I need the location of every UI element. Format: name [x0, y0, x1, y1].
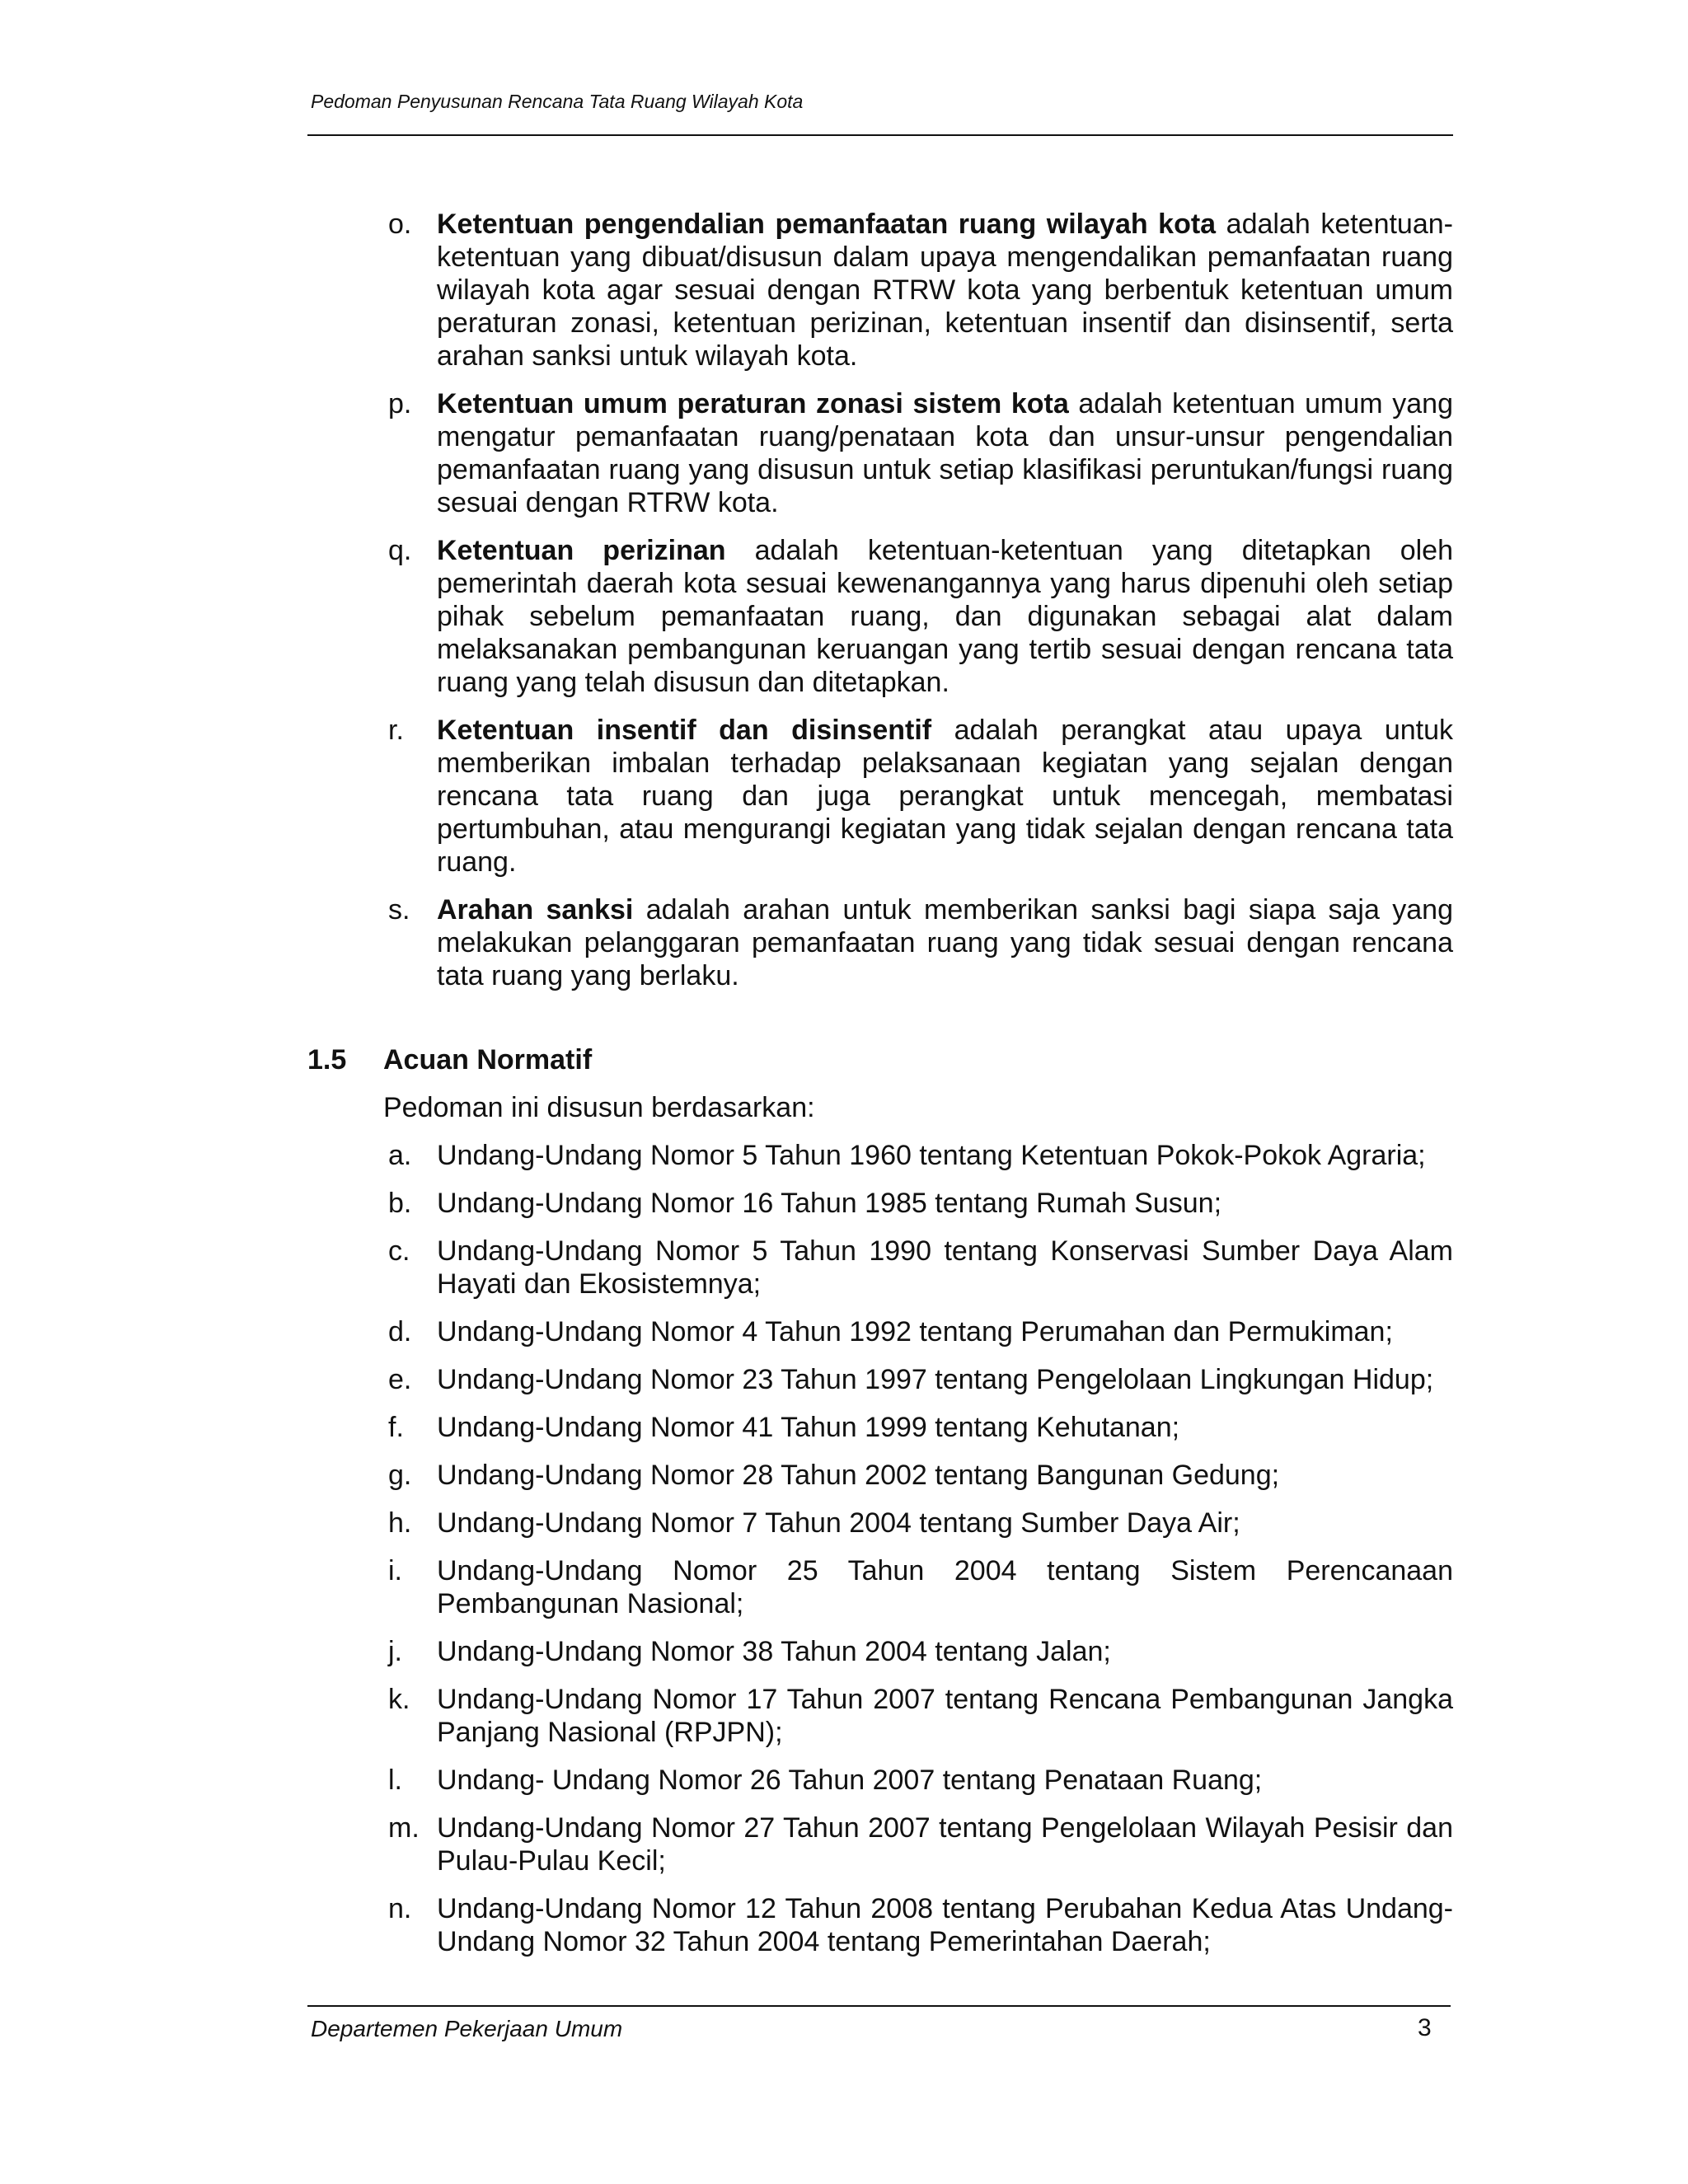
list-marker: i.: [388, 1555, 402, 1586]
reference-item: [307, 1811, 1453, 1877]
section-heading: [307, 1043, 1453, 1076]
page-number: 3: [1418, 2014, 1432, 2041]
reference-item: [307, 1764, 1453, 1797]
list-marker: h.: [388, 1507, 412, 1539]
reference-text: Undang-Undang Nomor 5 Tahun 1990 tentang Konservasi Sumber Daya Alam Hayati dan Ekosistemnya;: [437, 1235, 1453, 1300]
footer-divider: [307, 2005, 1451, 2007]
reference-text: Undang-Undang Nomor 27 Tahun 2007 tentang Pengelolaan Wilayah Pesisir dan Pulau-Pulau Kecil;: [437, 1812, 1453, 1877]
list-marker: j.: [388, 1636, 402, 1667]
reference-text: Undang-Undang Nomor 28 Tahun 2002 tentang Bangunan Gedung;: [437, 1460, 1280, 1491]
definition-text: adalah ketentuan umum yang mengatur pemanfaatan ruang/penataan kota dan unsur-unsur pengendalian pemanfaatan ruang yang disusun untuk setiap klasifikasi peruntukan/fungsi ruang sesuai dengan RTRW kota.: [437, 388, 1453, 518]
list-marker: k.: [388, 1684, 410, 1715]
reference-item: [307, 1139, 1453, 1172]
reference-item: [307, 1363, 1453, 1396]
list-marker: o.: [388, 209, 412, 240]
reference-text: Undang-Undang Nomor 25 Tahun 2004 tentang Sistem Perencanaan Pembangunan Nasional;: [437, 1555, 1453, 1619]
list-marker: s.: [388, 894, 410, 926]
reference-item: [307, 1315, 1453, 1348]
reference-item: [307, 1635, 1453, 1668]
definition-item-s: [307, 893, 1453, 992]
definition-text: adalah ketentuan-ketentuan yang dibuat/disusun dalam upaya mengendalikan pemanfaatan ruang wilayah kota agar sesuai dengan RTRW kota yang berbentuk ketentuan umum peraturan zonasi, ketentuan perizinan, ketentuan insentif dan disinsentif, serta arahan sanksi untuk wilayah kota.: [437, 209, 1453, 372]
list-marker: g.: [388, 1460, 412, 1491]
reference-text: Undang-Undang Nomor 23 Tahun 1997 tentang Pengelolaan Lingkungan Hidup;: [437, 1364, 1434, 1395]
list-marker: c.: [388, 1235, 410, 1267]
definition-list: [307, 208, 1453, 992]
list-marker: r.: [388, 715, 404, 746]
definition-term: Ketentuan umum peraturan zonasi sistem kota: [437, 388, 1069, 419]
list-marker: b.: [388, 1188, 412, 1219]
definition-item-o: [307, 208, 1453, 373]
list-marker: q.: [388, 535, 412, 566]
section-title: Acuan Normatif: [383, 1044, 593, 1076]
reference-item: [307, 1683, 1453, 1749]
reference-text: Undang-Undang Nomor 16 Tahun 1985 tentang Rumah Susun;: [437, 1188, 1222, 1219]
reference-item: [307, 1459, 1453, 1492]
definition-term: Ketentuan insentif dan disinsentif: [437, 715, 932, 746]
definition-item-p: [307, 387, 1453, 519]
list-marker: l.: [388, 1765, 402, 1796]
reference-text: Undang-Undang Nomor 38 Tahun 2004 tentang Jalan;: [437, 1636, 1111, 1667]
reference-text: Undang-Undang Nomor 41 Tahun 1999 tentang Kehutanan;: [437, 1412, 1180, 1443]
reference-text: Undang-Undang Nomor 17 Tahun 2007 tentang Rencana Pembangunan Jangka Panjang Nasional (RPJPN);: [437, 1684, 1453, 1748]
reference-list: [307, 1139, 1453, 1958]
reference-text: Undang-Undang Nomor 12 Tahun 2008 tentang Perubahan Kedua Atas Undang-Undang Nomor 32 Tahun 2004 tentang Pemerintahan Daerah;: [437, 1893, 1453, 1957]
definition-text: adalah arahan untuk memberikan sanksi bagi siapa saja yang melakukan pelanggaran pemanfaatan ruang yang tidak sesuai dengan rencana tata ruang yang berlaku.: [437, 894, 1453, 991]
definition-term: Ketentuan perizinan: [437, 535, 726, 566]
reference-item: [307, 1411, 1453, 1444]
definition-item-q: [307, 534, 1453, 699]
section-intro: Pedoman ini disusun berdasarkan:: [383, 1092, 815, 1123]
reference-item: [307, 1554, 1453, 1620]
reference-text: Undang-Undang Nomor 4 Tahun 1992 tentang Perumahan dan Permukiman;: [437, 1316, 1393, 1347]
list-marker: m.: [388, 1812, 420, 1844]
definition-text: adalah ketentuan-ketentuan yang ditetapkan oleh pemerintah daerah kota sesuai kewenangannya yang harus dipenuhi oleh setiap pihak sebelum pemanfaatan ruang, dan digunakan sebagai alat dalam melaksanakan pembangunan keruangan yang tertib sesuai dengan rencana tata ruang yang telah disusun dan ditetapkan.: [437, 535, 1453, 698]
reference-item: [307, 1507, 1453, 1540]
reference-text: Undang- Undang Nomor 26 Tahun 2007 tentang Penataan Ruang;: [437, 1765, 1263, 1796]
page-body: [307, 208, 1453, 1973]
list-marker: a.: [388, 1140, 412, 1171]
list-marker: d.: [388, 1316, 412, 1347]
reference-text: Undang-Undang Nomor 5 Tahun 1960 tentang Ketentuan Pokok-Pokok Agraria;: [437, 1140, 1426, 1171]
running-header: Pedoman Penyusunan Rencana Tata Ruang Wilayah Kota: [311, 91, 804, 112]
list-marker: p.: [388, 388, 412, 419]
list-marker: f.: [388, 1412, 404, 1443]
list-marker: e.: [388, 1364, 412, 1395]
reference-item: [307, 1235, 1453, 1301]
section-number: 1.5: [307, 1044, 347, 1076]
footer-department: Departemen Pekerjaan Umum: [311, 2016, 623, 2041]
definition-term: Ketentuan pengendalian pemanfaatan ruang wilayah kota: [437, 209, 1217, 240]
definition-item-r: [307, 714, 1453, 879]
reference-item: [307, 1892, 1453, 1958]
definition-text: adalah perangkat atau upaya untuk memberikan imbalan terhadap pelaksanaan kegiatan yang sejalan dengan rencana tata ruang dan juga perangkat untuk mencegah, membatasi pertumbuhan, atau mengurangi kegiatan yang tidak sejalan dengan rencana tata ruang.: [437, 715, 1453, 878]
reference-text: Undang-Undang Nomor 7 Tahun 2004 tentang Sumber Daya Air;: [437, 1507, 1240, 1539]
header-divider: [307, 134, 1453, 136]
reference-item: [307, 1187, 1453, 1220]
definition-term: Arahan sanksi: [437, 894, 634, 926]
list-marker: n.: [388, 1893, 412, 1924]
